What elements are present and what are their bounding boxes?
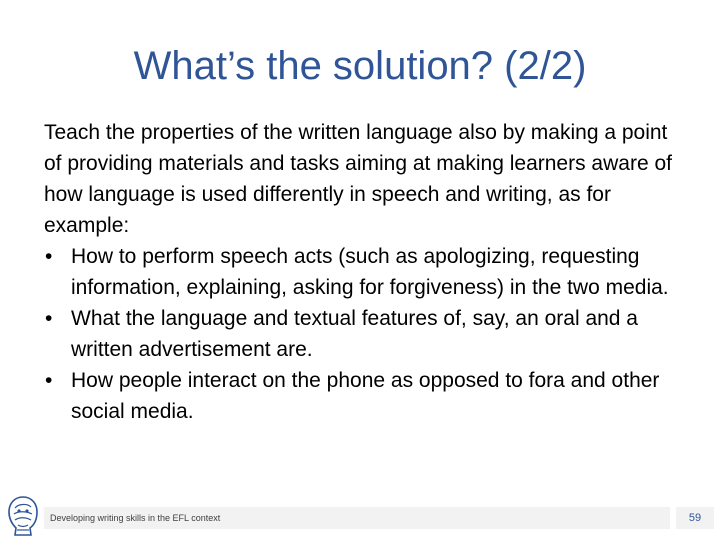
slide-body — [44, 117, 684, 427]
bullet-text: How people interact on the phone as opposed to fora and other social media. — [71, 369, 660, 423]
slide-title: What’s the solution? (2/2) — [133, 44, 587, 88]
intro-paragraph: Teach the properties of the written language also by making a point of providing materials and tasks aiming at making learners aware of how language is used differently in speech and writing, as for example: — [44, 121, 672, 237]
bullet-item — [44, 303, 684, 365]
footer-text: Developing writing skills in the EFL context — [50, 513, 221, 523]
bullet-text: What the language and textual features of, say, an oral and a written advertisement are. — [71, 307, 638, 361]
bullet-dot-icon: • — [45, 307, 53, 330]
bullet-item — [44, 365, 684, 427]
bullet-dot-icon: • — [45, 245, 53, 268]
university-seal-icon — [6, 494, 40, 538]
bullet-dot-icon: • — [45, 369, 53, 392]
page-number: 59 — [688, 512, 702, 524]
bullet-list — [44, 241, 684, 427]
bullet-item — [44, 241, 684, 303]
bullet-text: How to perform speech acts (such as apologizing, requesting information, explaining, asking for forgiveness) in the two media. — [71, 245, 669, 299]
